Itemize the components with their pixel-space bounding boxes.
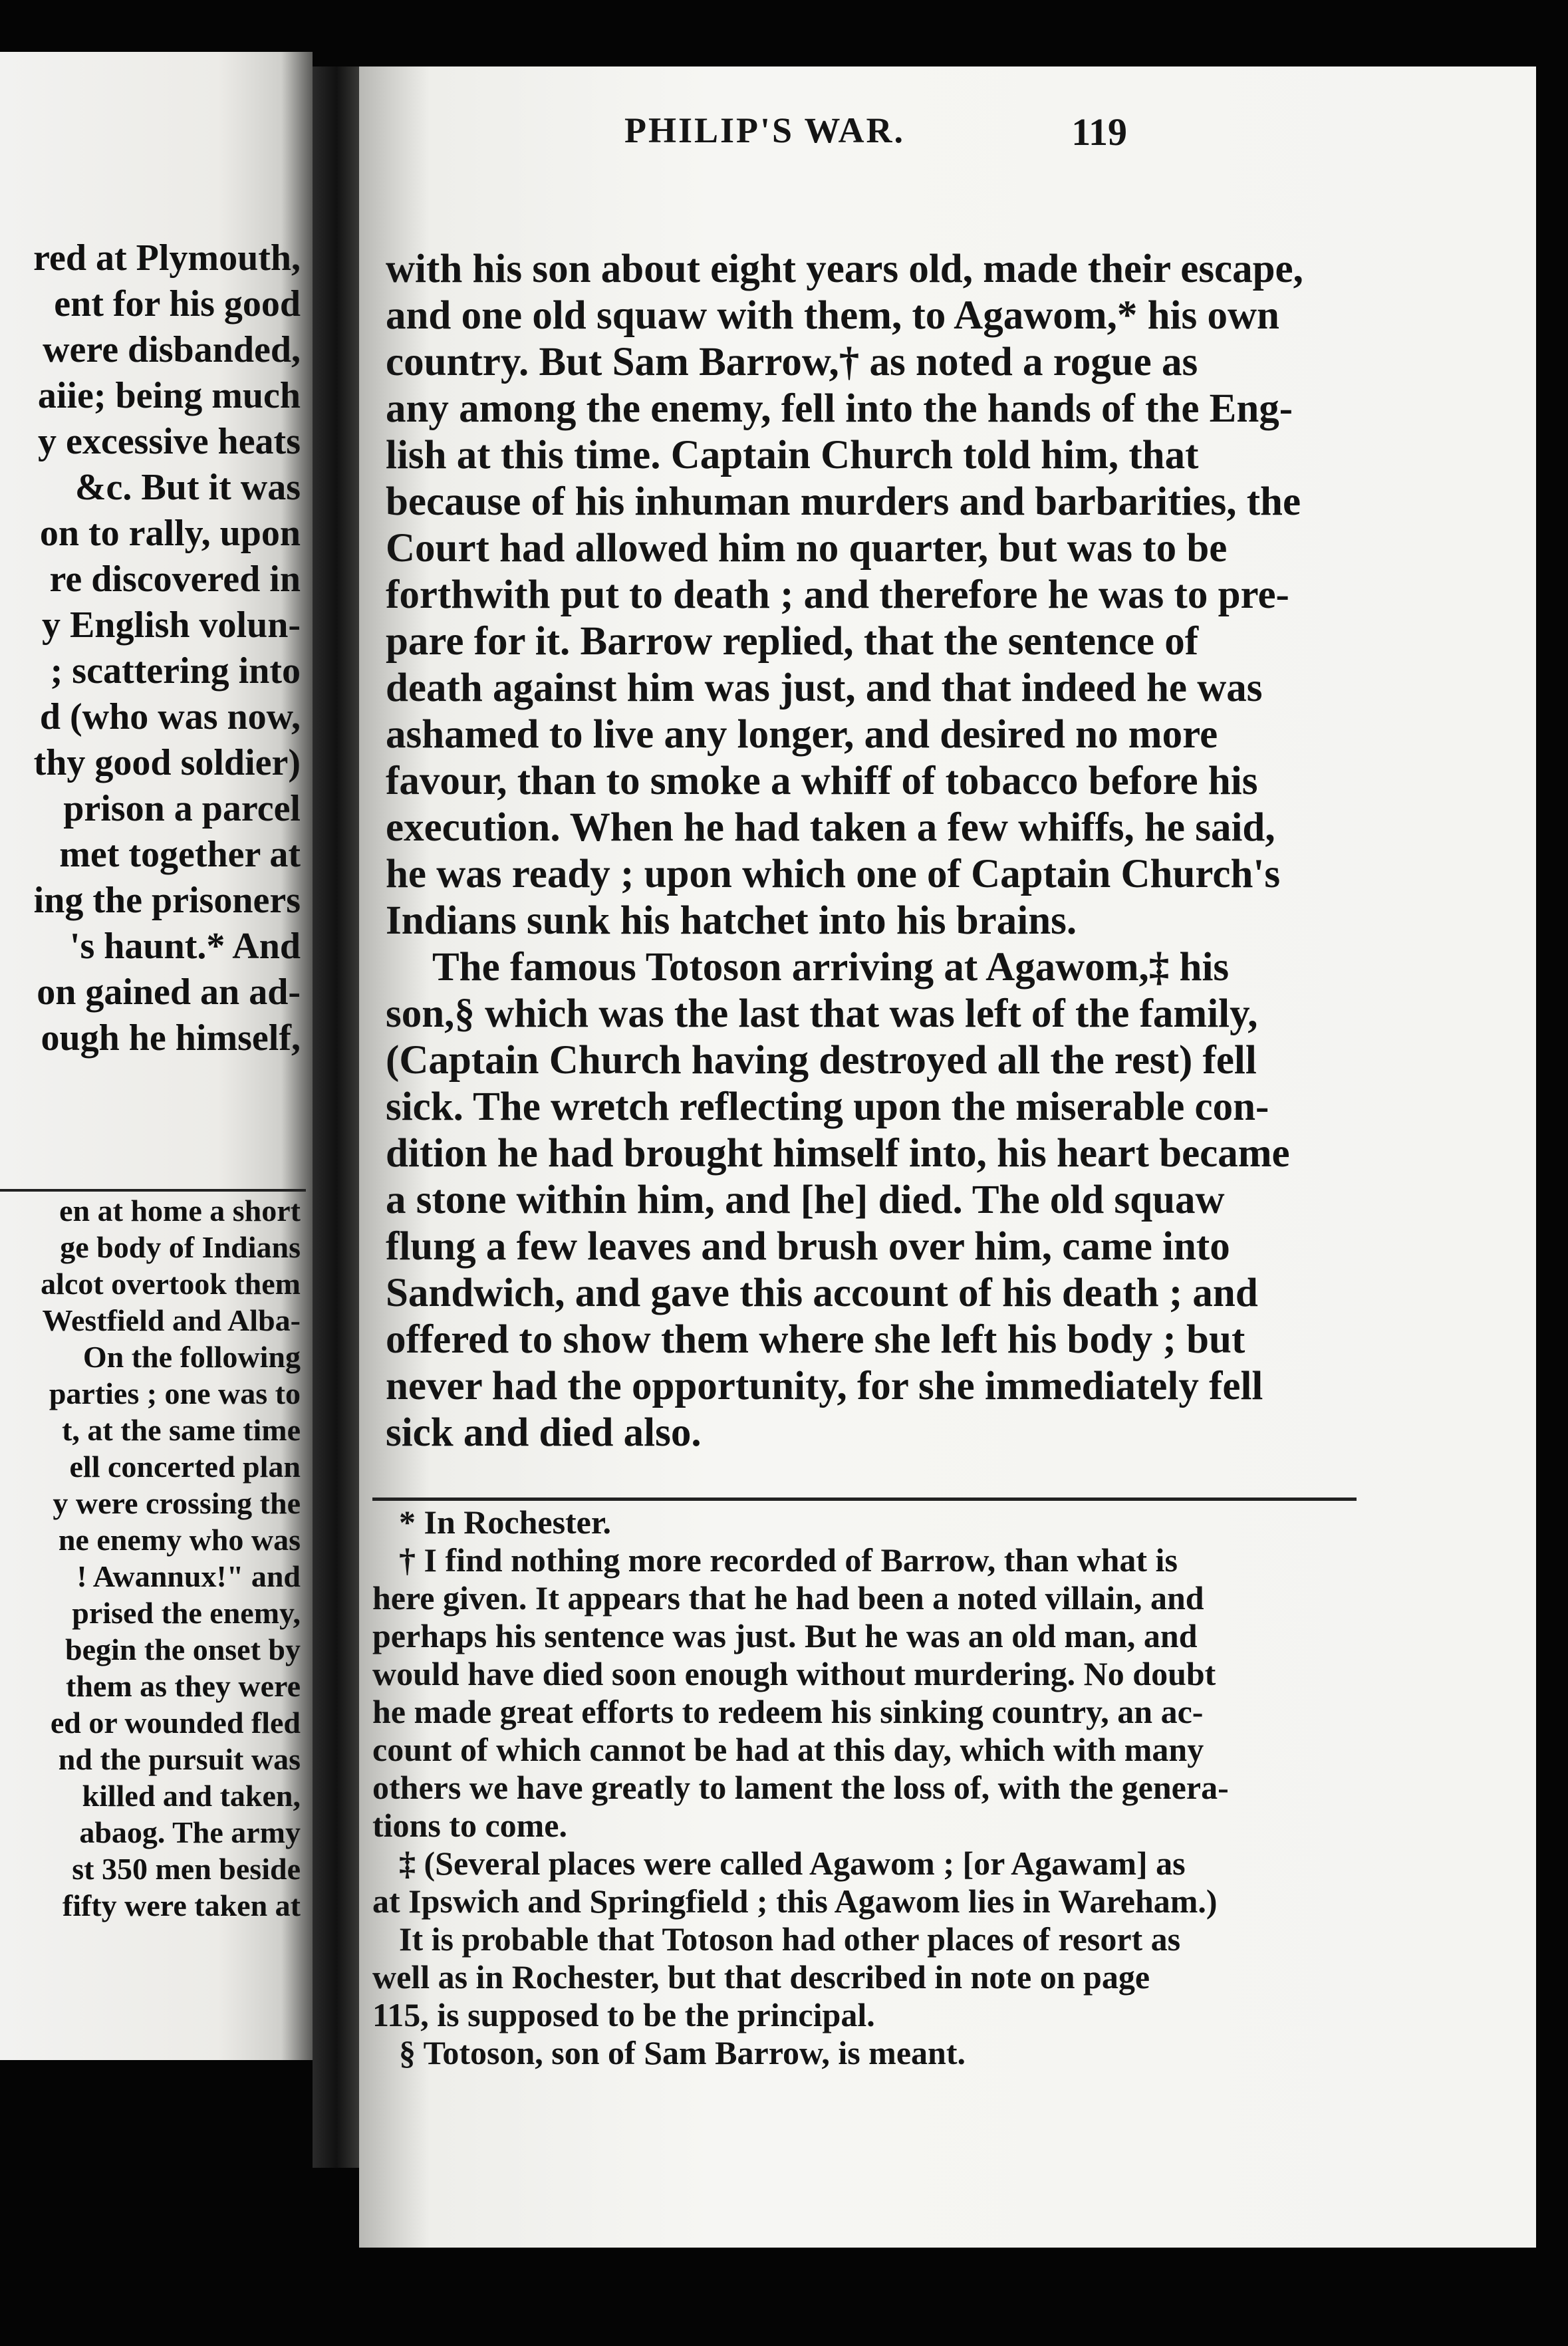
footnote-line: here given. It appears that he had been a noted villain, and [372,1579,1204,1617]
left-page-line: re discovered in [49,559,301,600]
left-page-line: y excessive heats [37,421,301,462]
footnote-line: 115, is supposed to be the principal. [372,1996,875,2033]
footnote-line: he made great efforts to redeem his sinking country, an ac- [372,1693,1204,1730]
body-line: execution. When he had taken a few whiffs, he said, [386,805,1275,850]
left-page-line: ent for his good [54,283,301,325]
page-number: 119 [1071,110,1127,154]
left-page-line: on to rally, upon [39,513,301,554]
left-page-line: prison a parcel [63,788,301,829]
footnote-line: † I find nothing more recorded of Barrow, than what is [399,1541,1178,1579]
left-page-note-line: alcot overtook them [41,1267,301,1301]
footnote-line: others we have greatly to lament the loss of, with the genera- [372,1769,1229,1806]
left-page-line: &c. But it was [74,467,301,508]
body-line: Sandwich, and gave this account of his death ; and [386,1271,1258,1315]
body-line: a stone within him, and [he] died. The old squaw [386,1178,1225,1222]
footnote-line: ‡ (Several places were called Agawom ; [or Agawam] as [399,1845,1186,1882]
body-line: death against him was just, and that indeed he was [386,666,1263,710]
body-line: because of his inhuman murders and barbarities, the [386,479,1301,524]
left-page-footnote-rule [0,1189,306,1192]
left-page-note-line: t, at the same time [62,1413,301,1447]
left-page-line: 's haunt.* And [69,926,301,967]
left-page-note-line: them as they were [66,1669,301,1703]
left-page-line: were disbanded, [43,329,301,370]
body-line: ashamed to live any longer, and desired no more [386,712,1218,757]
footnote-line: It is probable that Totoson had other places of resort as [399,1920,1181,1958]
body-line: Indians sunk his hatchet into his brains. [386,898,1077,943]
body-line: son,§ which was the last that was left of the family, [386,991,1258,1036]
left-page-line: aiie; being much [37,375,301,416]
body-line: sick. The wretch reflecting upon the miserable con- [386,1085,1269,1129]
footnote-line: well as in Rochester, but that described in note on page [372,1958,1150,1996]
left-page-note-line: nd the pursuit was [58,1742,301,1776]
body-line: favour, than to smoke a whiff of tobacco before his [386,759,1258,803]
body-line: flung a few leaves and brush over him, came into [386,1224,1230,1269]
body-line: lish at this time. Captain Church told him, that [386,433,1199,477]
body-line: offered to show them where she left his body ; but [386,1317,1245,1362]
left-page-note-line: fifty were taken at [62,1889,301,1922]
body-line: sick and died also. [386,1410,702,1455]
left-page-note-line: en at home a short [59,1194,301,1228]
footnote-line: at Ipswich and Springfield ; this Agawom lies in Wareham.) [372,1883,1218,1920]
left-page-line: d (who was now, [39,696,301,737]
left-page-note-line: On the following [82,1340,301,1374]
running-header: PHILIP'S WAR. [624,110,906,150]
footnote-rule [372,1498,1357,1501]
body-line: with his son about eight years old, made their escape, [386,247,1303,291]
left-page-note-line: ed or wounded fled [50,1706,301,1740]
left-page-line: ough he himself, [41,1017,301,1059]
body-line: any among the enemy, fell into the hands of the Eng- [386,386,1293,431]
left-page-note-line: Westfield and Alba- [42,1303,301,1337]
left-page-fragment [0,52,313,2060]
body-line: country. But Sam Barrow,† as noted a rogue as [386,340,1198,384]
left-page-note-line: prised the enemy, [72,1596,301,1630]
left-page-note-line: killed and taken, [82,1779,301,1813]
footnote-line: * In Rochester. [399,1503,611,1541]
body-line: and one old squaw with them, to Agawom,* his own [386,293,1279,338]
body-line: forthwith put to death ; and therefore he was to pre- [386,573,1289,617]
left-page-note-line: y were crossing the [53,1486,301,1520]
right-page [359,66,1536,2248]
left-page-note-line: ge body of Indians [60,1230,301,1264]
body-line: dition he had brought himself into, his heart became [386,1131,1290,1176]
footnote-line: perhaps his sentence was just. But he was an old man, and [372,1617,1198,1654]
left-page-note-line: ! Awannux!" and [76,1559,301,1593]
left-page-note-line: parties ; one was to [49,1376,301,1410]
body-line: (Captain Church having destroyed all the rest) fell [386,1038,1257,1083]
footnote-line: tions to come. [372,1807,567,1844]
left-page-line: ing the prisoners [33,880,301,921]
left-page-note-line: abaog. The army [79,1815,301,1849]
left-page-line: red at Plymouth, [33,237,301,279]
left-page-note-line: ne enemy who was [58,1523,301,1557]
footnote-line: § Totoson, son of Sam Barrow, is meant. [399,2034,966,2071]
body-line: pare for it. Barrow replied, that the sentence of [386,619,1199,664]
left-page-line: met together at [59,834,301,875]
footnote-line: would have died soon enough without murdering. No doubt [372,1655,1216,1692]
body-line: never had the opportunity, for she immediately fell [386,1364,1263,1408]
left-page-note-line: st 350 men beside [72,1852,301,1886]
footnote-line: count of which cannot be had at this day, which with many [372,1731,1204,1768]
left-page-line: ; scattering into [50,650,301,692]
body-line: The famous Totoson arriving at Agawom,‡ his [432,945,1230,989]
left-page-line: y English volun- [41,604,301,646]
left-page-note-line: begin the onset by [65,1632,301,1666]
body-line: he was ready ; upon which one of Captain Church's [386,852,1281,896]
left-page-line: on gained an ad- [37,972,301,1013]
left-page-note-line: ell concerted plan [69,1450,301,1484]
left-page-line: thy good soldier) [33,742,301,783]
body-line: Court had allowed him no quarter, but was to be [386,526,1228,571]
